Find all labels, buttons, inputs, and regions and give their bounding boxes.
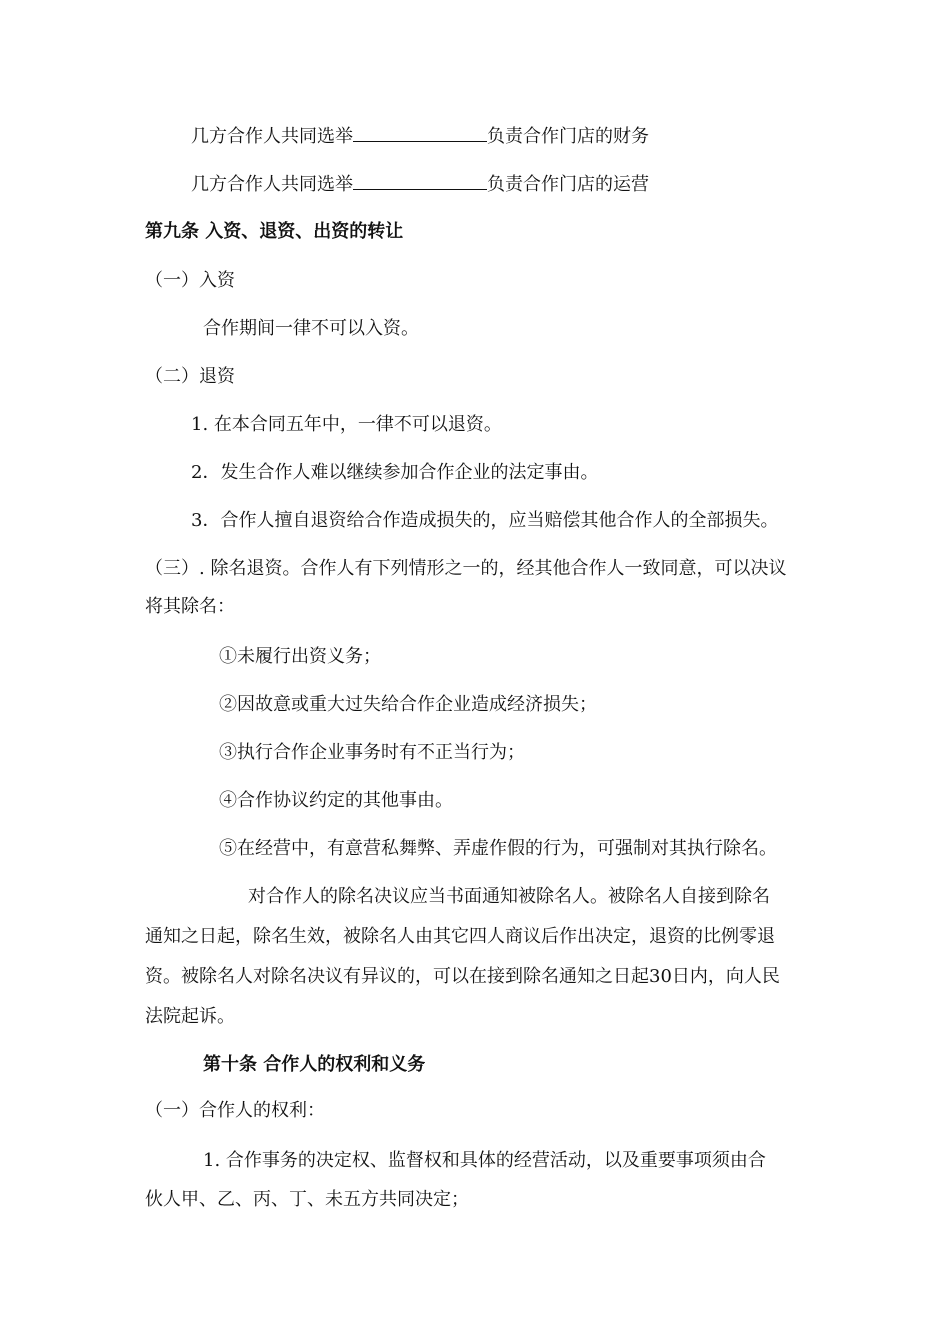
removal-intro-line-2: 将其除名：	[145, 596, 235, 617]
removal-paragraph-line-4: 法院起诉。	[145, 1006, 235, 1027]
operation-line-suffix: 负责合作门店的运营	[487, 174, 649, 195]
finance-line-suffix: 负责合作门店的财务	[487, 126, 649, 147]
withdrawal-item-1: 1. 在本合同五年中，一律不可以退资。	[191, 414, 502, 435]
rights-item-1-line-2: 伙人甲、乙、丙、丁、未五方共同决定；	[145, 1189, 469, 1210]
finance-line-prefix: 几方合作人共同选举	[191, 126, 353, 147]
article9-heading: 第九条 入资、退资、出资的转让	[145, 221, 404, 242]
removal-item-1: ①未履行出资义务；	[219, 646, 381, 667]
operation-blank[interactable]	[353, 173, 487, 190]
removal-paragraph-line-2: 通知之日起，除名生效，被除名人由其它四人商议后作出决定，退资的比例零退	[145, 926, 775, 947]
removal-paragraph-line-3: 资。被除名人对除名决议有异议的，可以在接到除名通知之日起30日内，向人民	[145, 966, 780, 987]
removal-item-4: ④合作协议约定的其他事由。	[219, 790, 453, 811]
rights-heading: （一）合作人的权利：	[145, 1100, 325, 1121]
removal-item-5: ⑤在经营中，有意营私舞弊、弄虚作假的行为，可强制对其执行除名。	[219, 838, 777, 859]
operation-line-prefix: 几方合作人共同选举	[191, 174, 353, 195]
capital-in-text: 合作期间一律不可以入资。	[203, 318, 419, 339]
withdrawal-heading: （二）退资	[145, 366, 235, 387]
removal-item-3: ③执行合作企业事务时有不正当行为；	[219, 742, 525, 763]
operation-election-line	[191, 173, 649, 197]
capital-in-heading: （一）入资	[145, 270, 235, 291]
removal-intro-line-1: （三）. 除名退资。合作人有下列情形之一的，经其他合作人一致同意，可以决议	[145, 558, 787, 579]
finance-election-line	[191, 125, 649, 149]
withdrawal-item-3: 3．合作人擅自退资给合作造成损失的，应当赔偿其他合作人的全部损失。	[191, 510, 779, 531]
removal-paragraph-line-1: 对合作人的除名决议应当书面通知被除名人。被除名人自接到除名	[248, 886, 770, 907]
article10-heading: 第十条 合作人的权利和义务	[203, 1054, 426, 1075]
removal-item-2: ②因故意或重大过失给合作企业造成经济损失；	[219, 694, 597, 715]
finance-blank[interactable]	[353, 125, 487, 142]
rights-item-1-line-1: 1. 合作事务的决定权、监督权和具体的经营活动，以及重要事项须由合	[203, 1150, 766, 1171]
withdrawal-item-2: 2．发生合作人难以继续参加合作企业的法定事由。	[191, 462, 599, 483]
